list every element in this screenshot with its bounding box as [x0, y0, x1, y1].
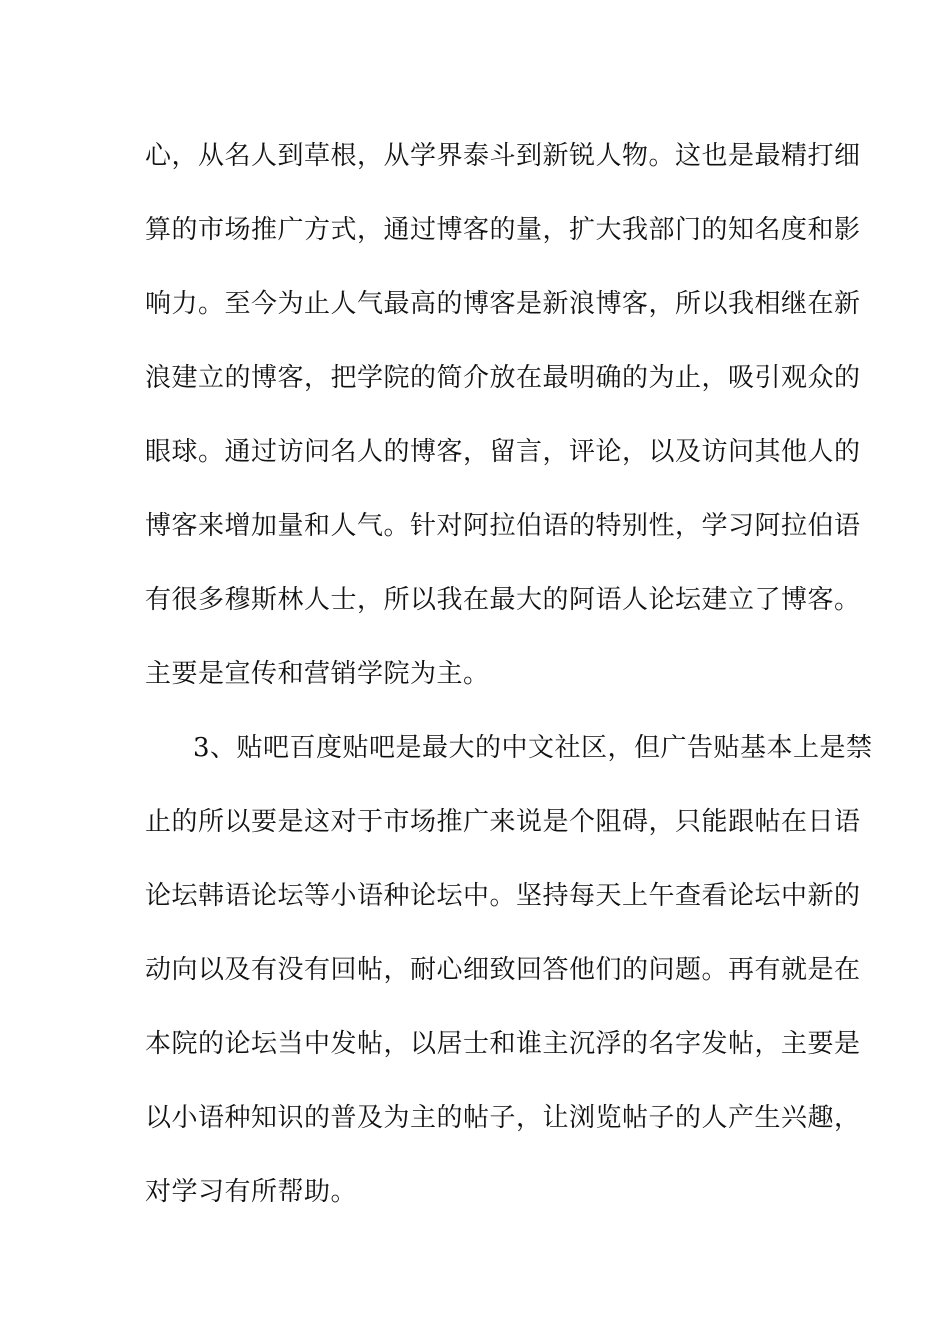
paragraph-1-line-3: 响力。至今为止人气最高的博客是新浪博客，所以我相继在新	[145, 289, 861, 319]
paragraph-1-line-4: 浪建立的博客，把学院的简介放在最明确的为止，吸引观众的	[145, 363, 861, 393]
paragraph-1-line-5: 眼球。通过访问名人的博客，留言，评论，以及访问其他人的	[145, 437, 861, 467]
paragraph-2-line-1: 3、贴吧百度贴吧是最大的中文社区，但广告贴基本上是禁	[193, 733, 873, 763]
paragraph-1-line-7: 有很多穆斯林人士，所以我在最大的阿语人论坛建立了博客。	[145, 585, 861, 615]
paragraph-2-line-3: 论坛韩语论坛等小语种论坛中。坚持每天上午查看论坛中新的	[145, 881, 861, 911]
paragraph-2-line-4: 动向以及有没有回帖，耐心细致回答他们的问题。再有就是在	[145, 955, 861, 985]
paragraph-2-line-6: 以小语种知识的普及为主的帖子，让浏览帖子的人产生兴趣，	[145, 1103, 861, 1133]
paragraph-2-line-2: 止的所以要是这对于市场推广来说是个阻碍，只能跟帖在日语	[145, 807, 861, 837]
paragraph-1-line-6: 博客来增加量和人气。针对阿拉伯语的特别性，学习阿拉伯语	[145, 511, 861, 541]
paragraph-1-line-2: 算的市场推广方式，通过博客的量，扩大我部门的知名度和影	[145, 215, 861, 245]
paragraph-1-line-8: 主要是宣传和营销学院为主。	[145, 659, 490, 689]
paragraph-2-line-5: 本院的论坛当中发帖，以居士和谁主沉浮的名字发帖，主要是	[145, 1029, 861, 1059]
paragraph-2-line-7: 对学习有所帮助。	[145, 1177, 358, 1207]
paragraph-1-line-1: 心，从名人到草根，从学界泰斗到新锐人物。这也是最精打细	[145, 141, 861, 171]
